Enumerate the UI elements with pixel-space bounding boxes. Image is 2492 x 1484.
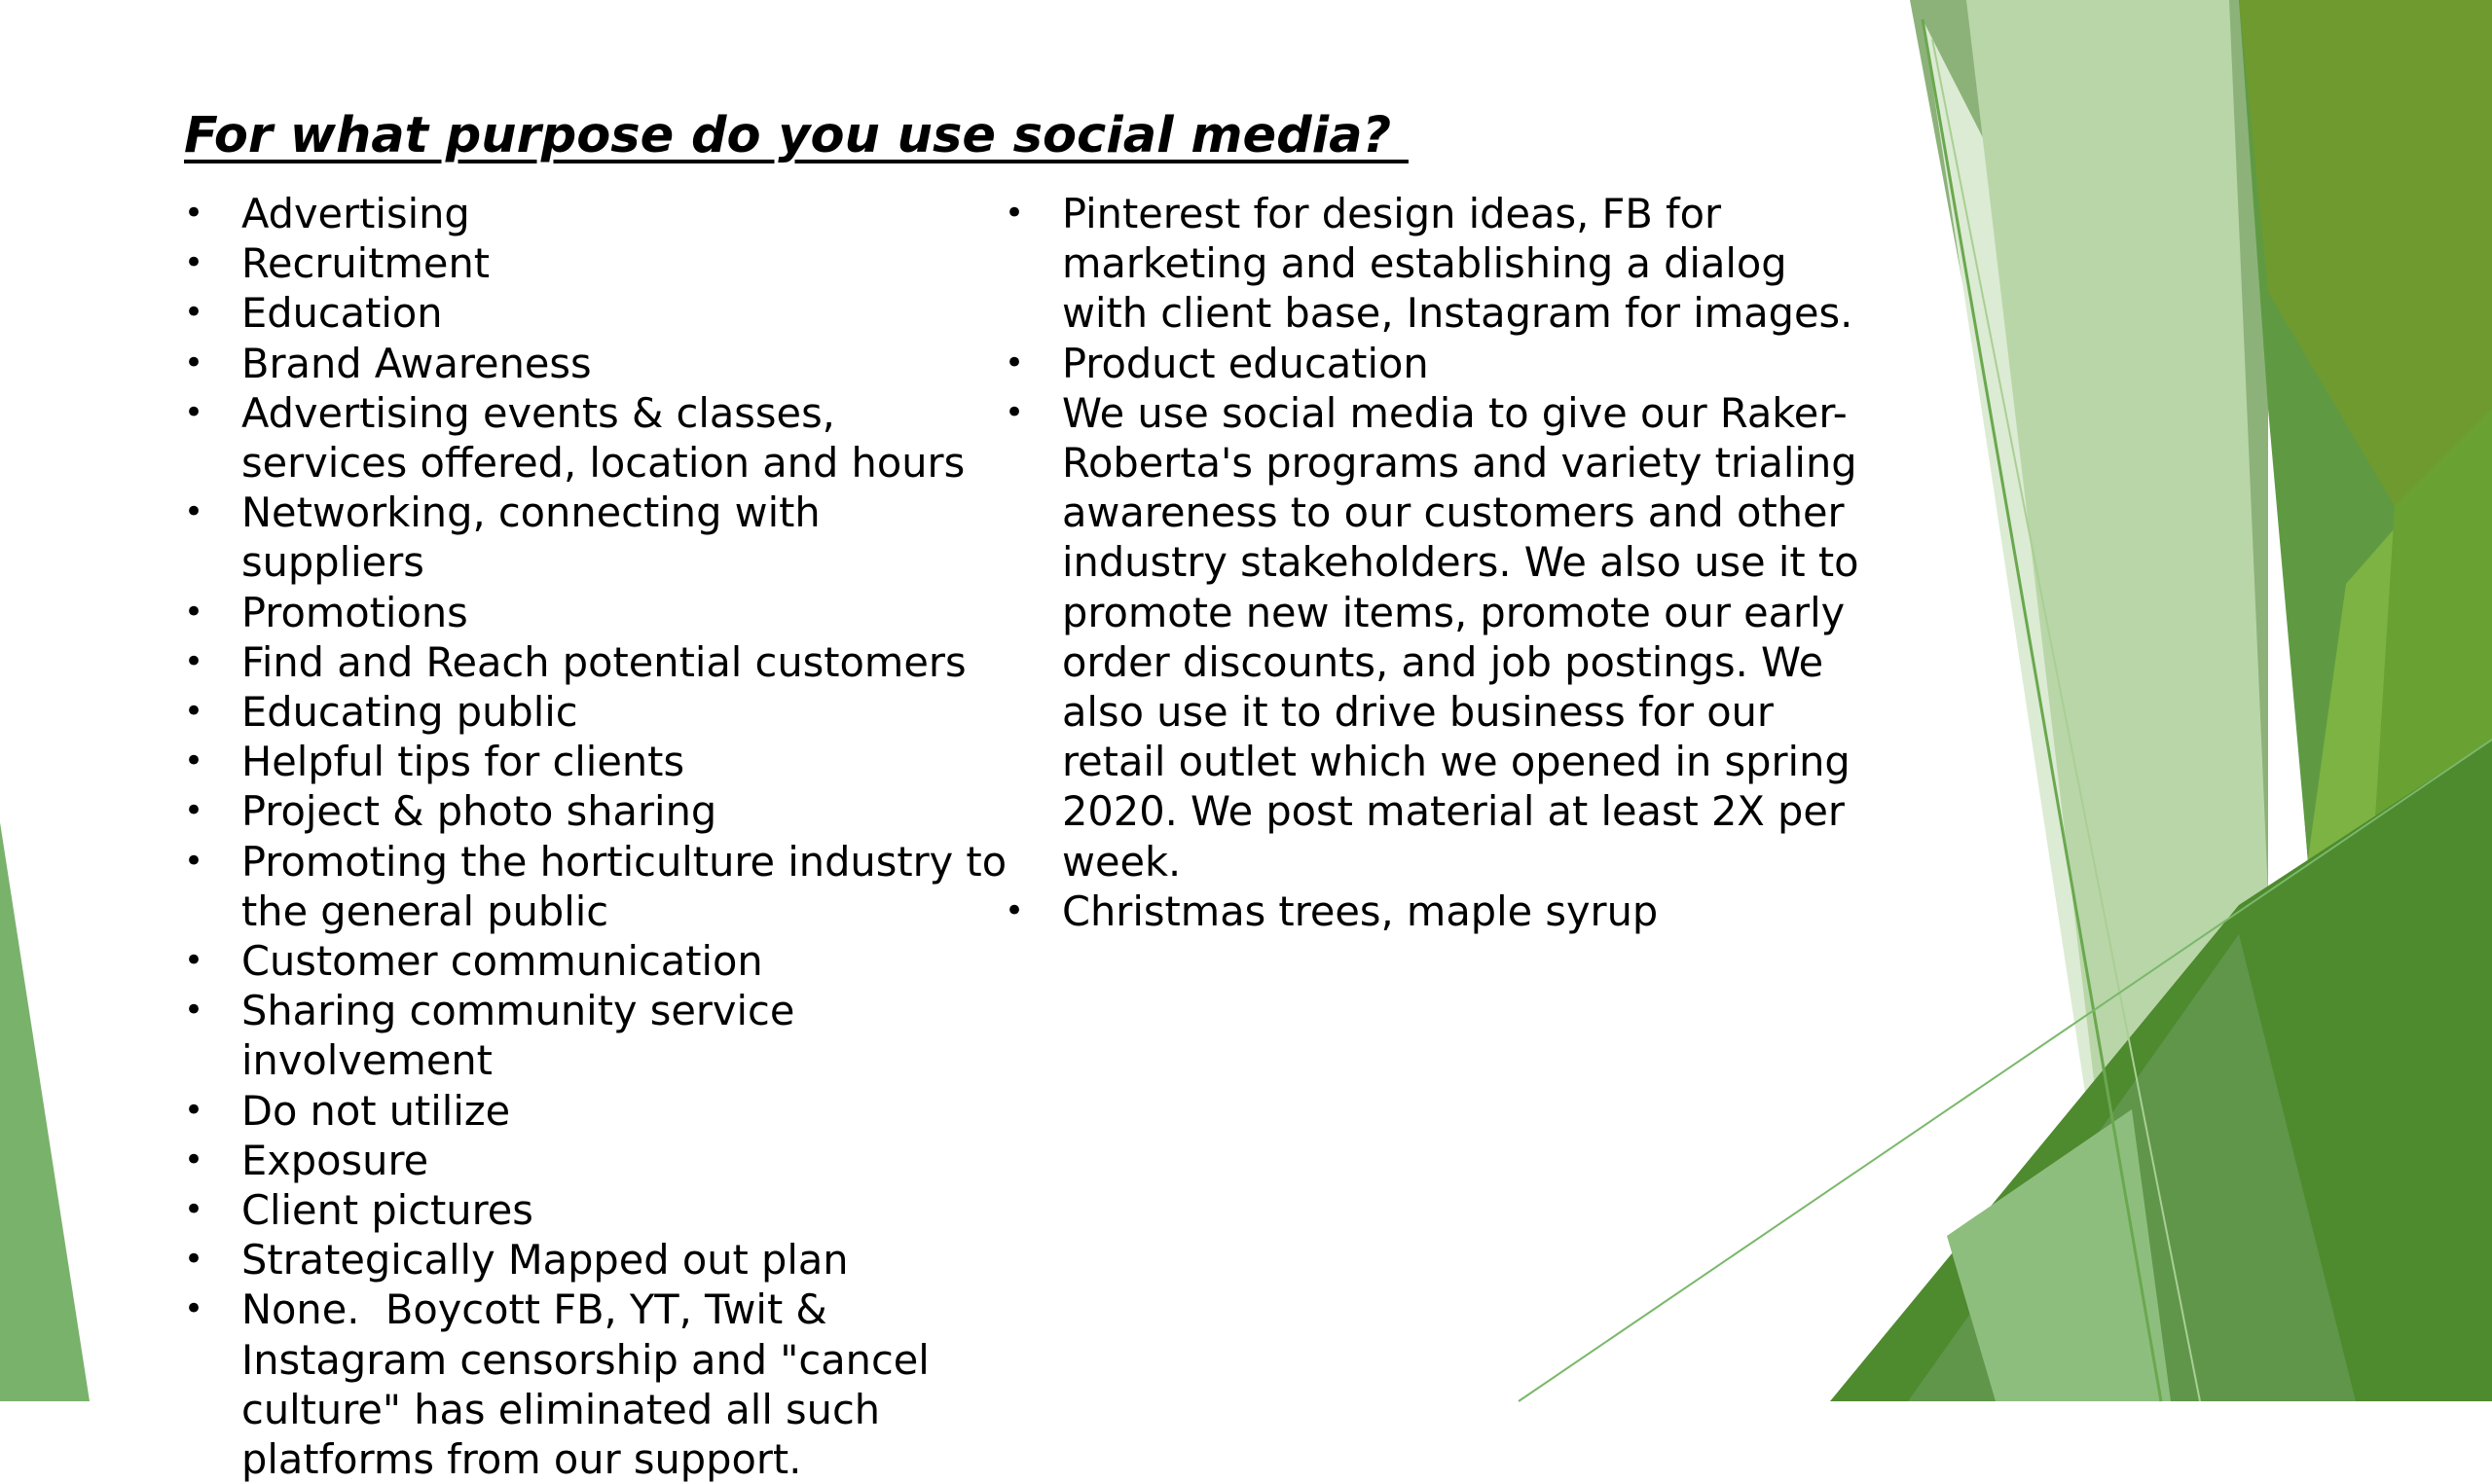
list-item (184, 986, 1011, 1085)
list-item-text: Networking, connecting with suppliers (241, 489, 833, 587)
list-item-text: Product education (1062, 339, 1429, 387)
bullet-icon: • (184, 1140, 204, 1179)
list-item (1005, 388, 1872, 887)
bullet-icon: • (184, 243, 204, 283)
list-item (184, 1136, 1011, 1185)
bullet-icon: • (1005, 343, 1025, 382)
list-item-text: Promoting the horticulture industry to the general public (241, 837, 1020, 935)
list-item-text: Exposure (241, 1136, 429, 1184)
bullet-icon: • (184, 841, 204, 881)
list-item-text: Find and Reach potential customers (241, 637, 967, 686)
list-item-text: Client pictures (241, 1186, 533, 1235)
bullet-icon: • (184, 742, 204, 781)
left-bullet-list (184, 189, 1020, 1484)
list-item (184, 288, 1011, 338)
bullet-icon: • (1005, 194, 1025, 233)
list-item (184, 588, 1011, 637)
bullet-icon: • (184, 194, 204, 233)
left-edge-facet (0, 822, 90, 1401)
list-item (184, 488, 1011, 587)
bullet-icon: • (184, 1190, 204, 1230)
right-bullet-list (1005, 189, 1872, 936)
list-item (184, 687, 1011, 737)
list-item (184, 1185, 1011, 1235)
list-item-text: Sharing community service involvement (241, 987, 808, 1085)
list-item-text: Educating public (241, 688, 578, 737)
bullet-icon: • (184, 941, 204, 981)
list-item-text: Do not utilize (241, 1086, 511, 1135)
list-item-text: Christmas trees, maple syrup (1062, 887, 1659, 935)
list-item-text: Customer communication (241, 937, 763, 986)
bullet-icon: • (184, 692, 204, 732)
slide-title: For what purpose do you use social media? (184, 107, 1409, 164)
bullet-icon: • (184, 991, 204, 1031)
bullet-icon: • (1005, 890, 1025, 930)
list-item (184, 737, 1011, 786)
list-item (184, 339, 1011, 388)
bullet-icon: • (184, 1289, 204, 1329)
bullet-icon: • (184, 641, 204, 681)
bullet-icon: • (184, 1090, 204, 1130)
list-item-text: Strategically Mapped out plan (241, 1236, 849, 1285)
list-item-text: Pinterest for design ideas, FB for marketing and establishing a dialog with client base, Instagram for images. (1062, 190, 1853, 338)
list-item-text: Helpful tips for clients (241, 738, 685, 786)
list-item (184, 1285, 1011, 1484)
bullet-icon: • (184, 392, 204, 432)
bullet-icon: • (184, 293, 204, 333)
list-item (184, 388, 1011, 488)
bullet-icon: • (1005, 392, 1025, 432)
bullet-icon: • (184, 1240, 204, 1280)
list-item-text: None. Boycott FB, YT, Twit & Instagram censorship and "cancel culture" has eliminated all such platforms from our support. (241, 1285, 943, 1484)
list-item (184, 1086, 1011, 1136)
bullet-icon: • (184, 492, 204, 532)
list-item-text: We use social media to give our Raker-Roberta's programs and variety trialing awareness to our customers and other industry stakeholders. We also use it to promote new items, promote our early order discounts, and job postings. We also use it to drive business for our retail outlet which we opened in spring 2020. We post material at least 2X per week. (1062, 388, 1872, 886)
list-item (184, 1235, 1011, 1285)
list-item-text: Project & photo sharing (241, 787, 717, 836)
list-item (1005, 339, 1861, 388)
list-item (184, 189, 1011, 238)
list-item-text: Recruitment (241, 239, 491, 288)
list-item (184, 637, 1011, 687)
list-item (184, 786, 1011, 836)
list-item (184, 238, 1011, 288)
bullet-icon: • (184, 343, 204, 382)
list-item (1005, 189, 1861, 339)
bullet-icon: • (184, 592, 204, 632)
list-item (184, 936, 1011, 986)
list-item-text: Advertising (241, 190, 470, 237)
bullet-icon: • (184, 791, 204, 831)
list-item (184, 837, 1020, 936)
list-item-text: Advertising events & classes, services offered, location and hours (241, 388, 966, 488)
list-item-text: Brand Awareness (241, 339, 592, 387)
list-item (1005, 887, 1861, 936)
list-item-text: Education (241, 289, 443, 338)
list-item-text: Promotions (241, 588, 468, 636)
